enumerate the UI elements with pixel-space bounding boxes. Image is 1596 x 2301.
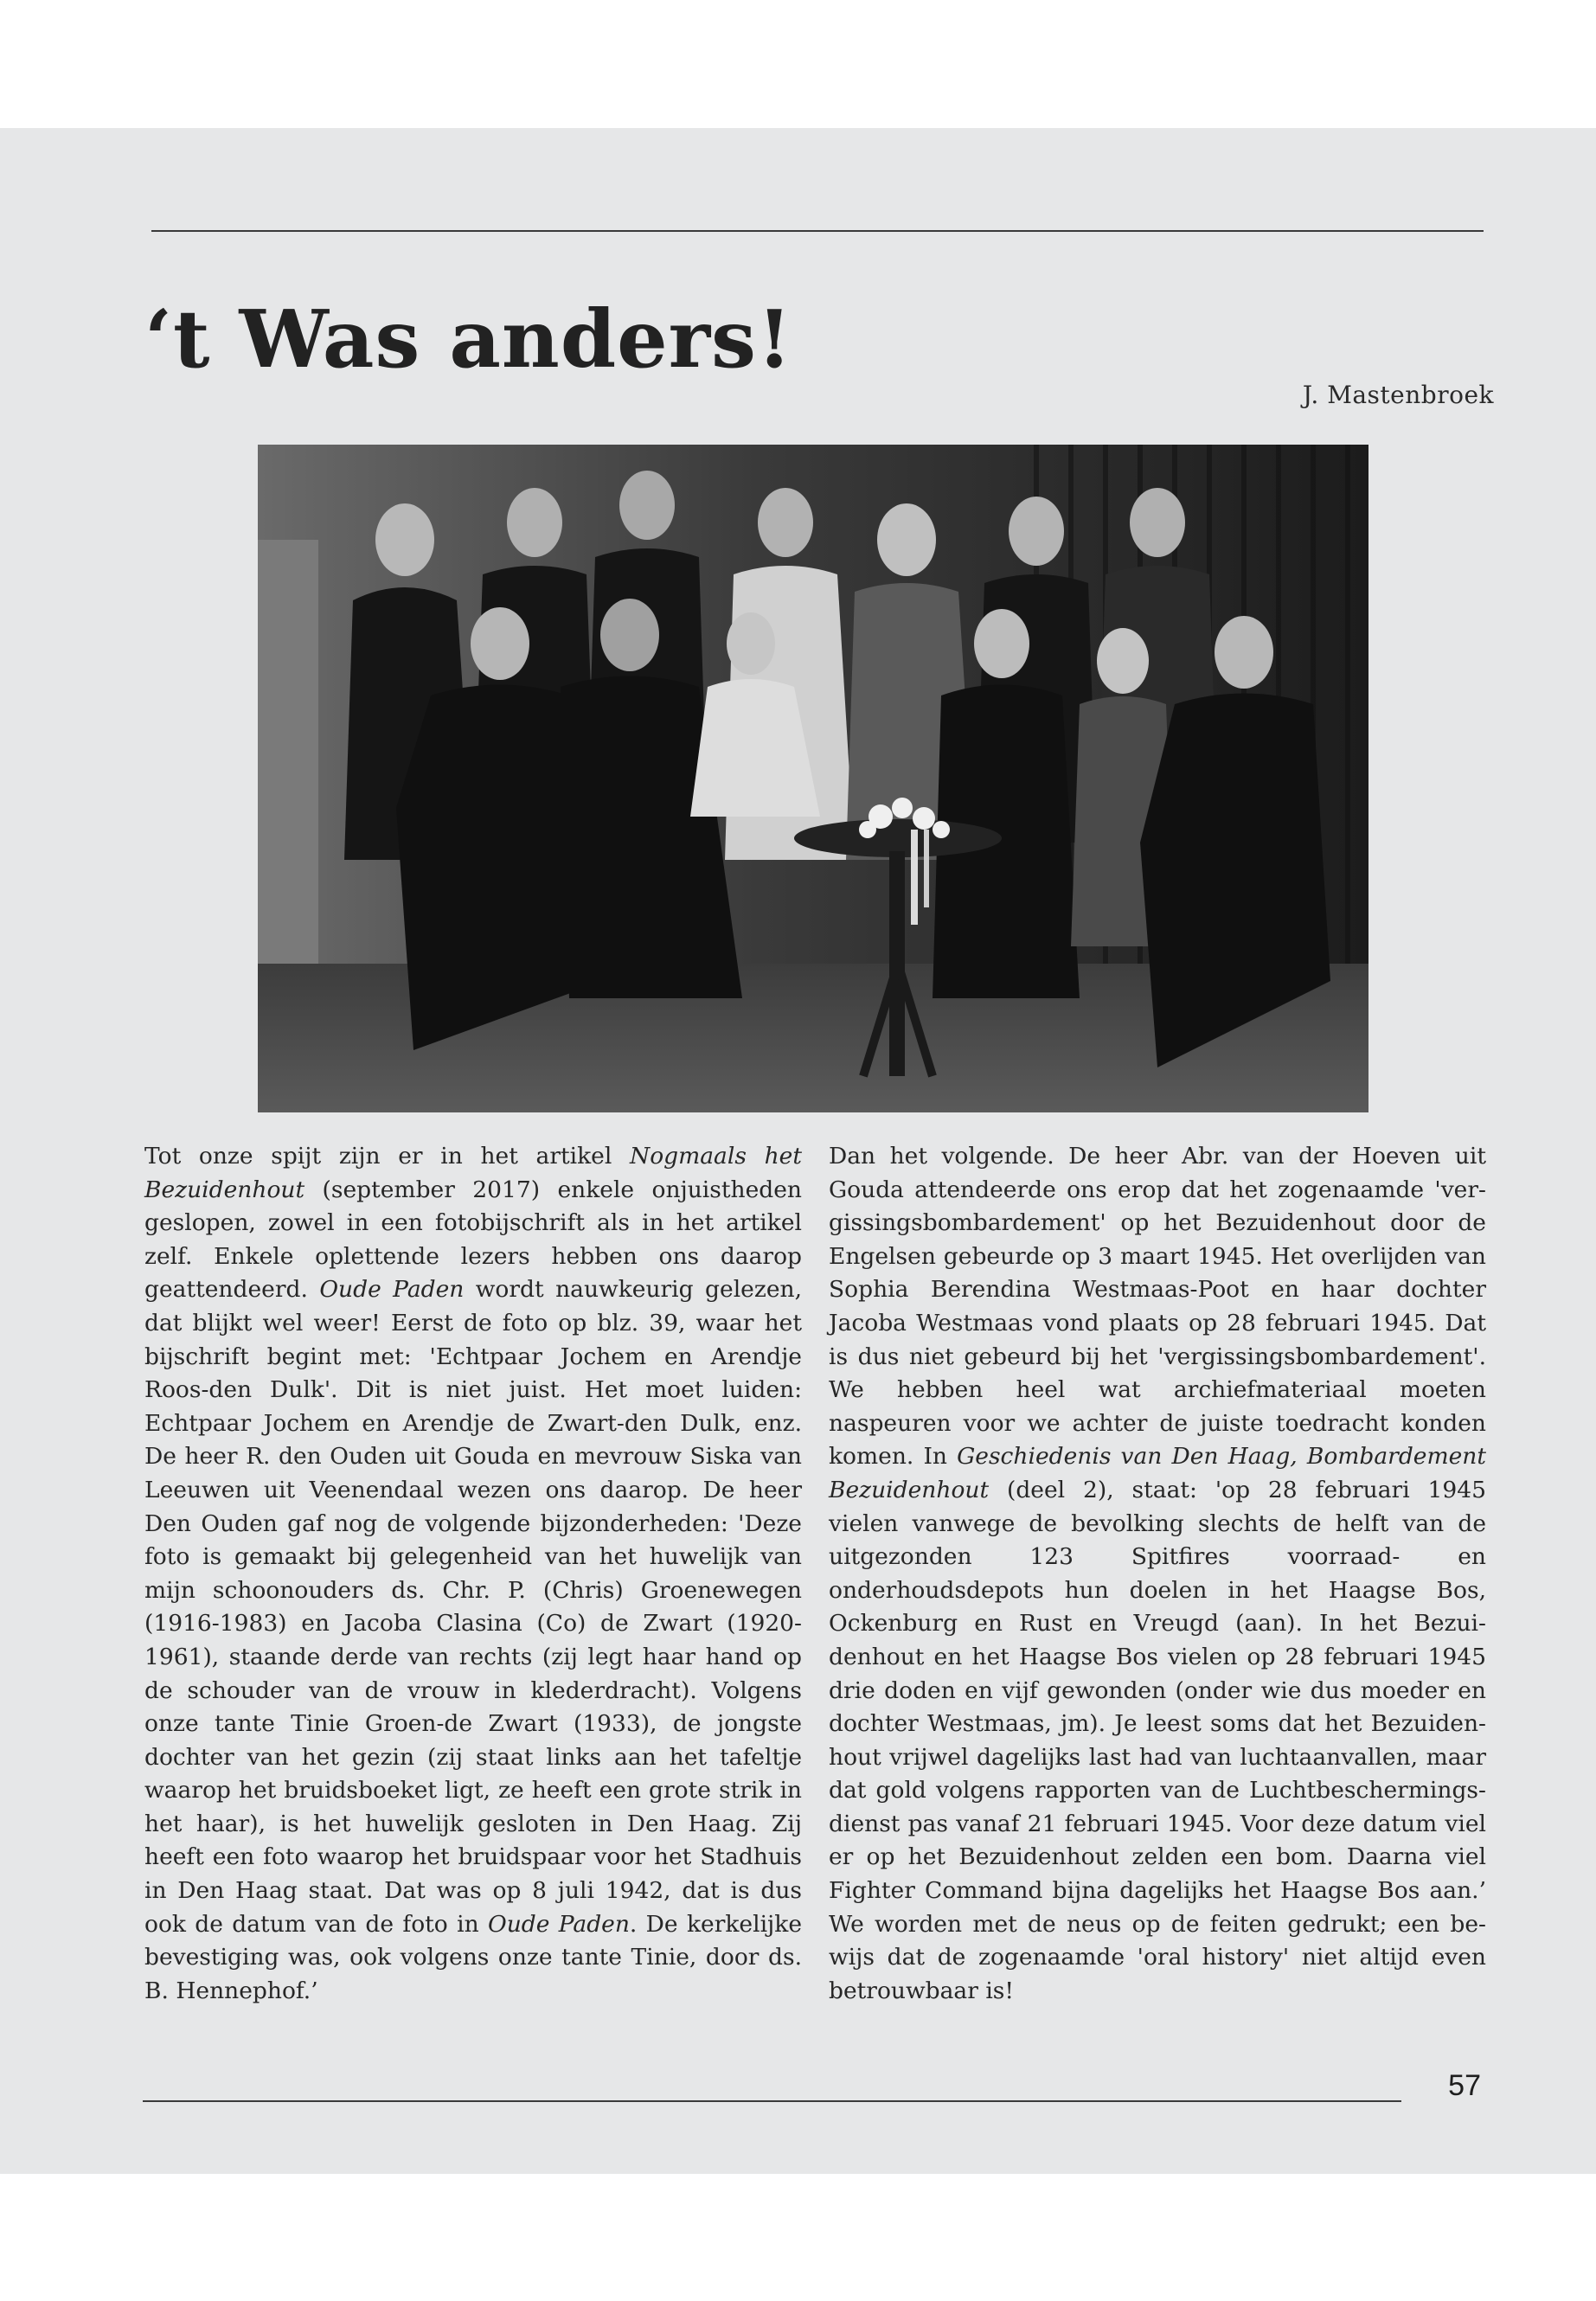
header-rule <box>151 230 1484 232</box>
text-run: Tot onze spijt zijn er in het artikel <box>144 1143 631 1170</box>
italic-title-ref: Oude Paden <box>487 1910 630 1938</box>
italic-title-ref: Geschiedenis van Den Haag, Bombardement Bezuidenhout <box>829 1443 1487 1503</box>
body-column-left <box>144 1140 802 2008</box>
body-column-right <box>829 1140 1486 2008</box>
group-photo-illustration <box>258 445 1368 1112</box>
article-title: ‘t Was anders! <box>144 292 793 386</box>
italic-title-ref: Nogmaals het Bezuidenhout <box>144 1143 802 1203</box>
group-photo <box>258 445 1368 1112</box>
text-run: (deel 2), staat: 'op 28 februari 1945 vielen vanwege de bevolking slechts de helft van de uitgezonden 123 Spitfires voorraad- en onderhoudsdepots hun doelen in het Haagse Bos, Ockenburg en Rust en Vreugd (aan). In het Bezuidenhout en het Haagse Bos vielen op 28 februari 1945 drie doden en vijf gewonden (onder wie dus moeder en dochter Westmaas, jm). Je leest soms dat het Bezuidenhout vrijwel dagelijks last had van luchtaanvallen, maar dat gold volgens rapporten van de Luchtbeschermingsdienst pas vanaf 21 februari 1945. Voor deze datum viel er op het Bezuidenhout zelden een bom. Daarna viel Fighter Command bijna dagelijks het Haagse Bos aan.’ We worden met de neus op de feiten gedrukt; een bewijs dat de zogenaamde 'oral history' niet altijd even betrouwbaar is! <box>829 1476 1486 2004</box>
text-run: (september 2017) enkele onjuistheden geslopen, zowel in een fotobijschrift als in het artikel zelf. Enkele oplettende lezers hebben ons daarop geattendeerd. <box>144 1176 802 1304</box>
article-author: J. Mastenbroek <box>1302 381 1494 409</box>
magazine-page <box>0 128 1596 2174</box>
text-run: Dan het volgende. De heer Abr. van der Hoeven uit Gouda attendeerde ons erop dat het zogenaamde 'vergissingsbombardement' op het Bezuidenhout door de Engelsen gebeurde op 3 maart 1945. Het overlijden van Sophia Berendina Westmaas-Poot en haar dochter Jacoba Westmaas vond plaats op 28 februari 1945. Dat is dus niet gebeurd bij het 'vergissingsbombardement'. We hebben heel wat archiefmateriaal moeten naspeuren voor we achter de juiste toedracht konden komen. In <box>829 1143 1486 1471</box>
footer-rule <box>143 2100 1401 2102</box>
italic-title-ref: Oude Paden <box>319 1276 465 1304</box>
text-run: wordt nauwkeurig gelezen, dat blijkt wel weer! Eerst de foto op blz. 39, waar het bijschrift begint met: 'Echtpaar Jochem en Arendje Roos-den Dulk'. Dit is niet juist. Het moet luiden: Echtpaar Jochem en Arendje de Zwart-den Dulk, enz. De heer R. den Ouden uit Gouda en mevrouw Siska van Leeuwen uit Veenendaal wezen ons daarop. De heer Den Ouden gaf nog de volgende bijzonderheden: 'Deze foto is gemaakt bij gelegenheid van het huwelijk van mijn schoonouders ds. Chr. P. (Chris) Groenewegen (1916-1983) en Jacoba Clasina (Co) de Zwart (1920-1961), staande derde van rechts (zij legt haar hand op de schouder van de vrouw in klederdracht). Volgens onze tante Tinie Groen-de Zwart (1933), de jongste dochter van het gezin (zij staat links aan het tafeltje waarop het bruidsboeket ligt, ze heeft een grote strik in het haar), is het huwelijk gesloten in Den Haag. Zij heeft een foto waarop het bruidspaar voor het Stadhuis in Den Haag staat. Dat was op 8 juli 1942, dat is dus ook de datum van de foto in <box>144 1276 802 1938</box>
text-run: . De kerkelijke bevestiging was, ook volgens onze tante Tinie, door ds. B. Hennephof.’ <box>144 1910 803 2004</box>
page-number: 57 <box>1448 2069 1481 2102</box>
